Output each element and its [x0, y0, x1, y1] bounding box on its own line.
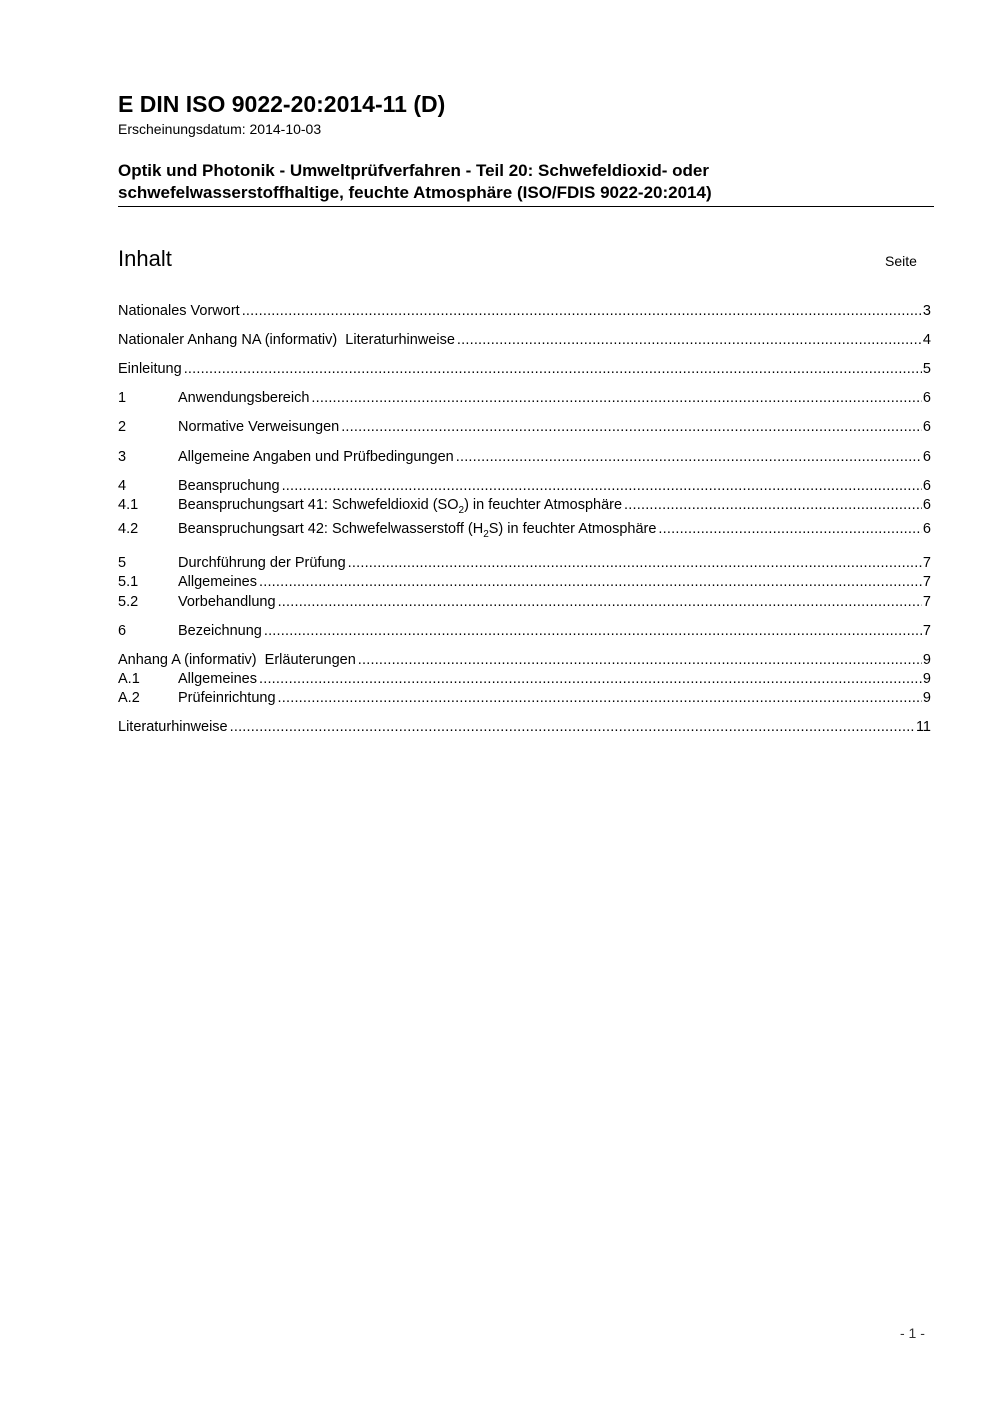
- toc-page-column-label: Seite: [885, 253, 917, 269]
- toc-entry-text: [178, 496, 622, 514]
- toc-dot-leader: [457, 331, 922, 349]
- toc-dot-leader: [264, 622, 922, 640]
- toc-entry-text: Durchführung der Prüfung: [178, 555, 346, 571]
- toc-entry-page: 7: [922, 594, 931, 610]
- toc-dot-leader: [259, 670, 922, 688]
- toc-entry-a-1[interactable]: [118, 670, 931, 688]
- toc-entry-page: 9: [922, 652, 931, 668]
- toc-entry-anhang-a[interactable]: [118, 651, 931, 669]
- toc-entry-page: 6: [922, 449, 931, 465]
- toc-entry-number: 4.1: [118, 497, 139, 513]
- toc-entry-page: 4: [922, 332, 931, 348]
- toc-entry-text-part: ) in feuchter Atmosphäre: [464, 497, 623, 513]
- toc-entry-6[interactable]: [118, 622, 931, 640]
- toc-dot-leader: [278, 593, 922, 611]
- toc-entry-text-part: Beanspruchungsart 41: Schwefeldioxid (SO: [178, 497, 459, 513]
- toc-dot-leader: [624, 496, 922, 514]
- toc-entry-page: 5: [922, 361, 931, 377]
- toc-entry-number: 5.1: [118, 574, 139, 590]
- toc-entry-number: 5: [118, 555, 127, 571]
- toc-entry-5-1[interactable]: [118, 573, 931, 591]
- toc-entry-text-part: S) in feuchter Atmosphäre: [488, 521, 657, 537]
- toc-entry-number: 4.2: [118, 521, 139, 537]
- toc-entry-text: Prüfeinrichtung: [178, 690, 276, 706]
- toc-dot-leader: [230, 718, 915, 736]
- toc-entry-5-2[interactable]: [118, 593, 931, 611]
- publication-date: Erscheinungsdatum: 2014-10-03: [118, 121, 322, 137]
- toc-entry-page: 9: [922, 671, 931, 687]
- toc-entry-text: Beanspruchung: [178, 478, 280, 494]
- toc-entry-3[interactable]: [118, 448, 931, 466]
- toc-entry-nationaler-anhang[interactable]: [118, 331, 931, 349]
- toc-dot-leader: [348, 554, 922, 572]
- toc-entry-text: [178, 520, 656, 538]
- toc-dot-leader: [278, 689, 922, 707]
- toc-entry-page: 11: [915, 719, 931, 735]
- toc-entry-number: A.1: [118, 671, 140, 687]
- toc-entry-4-1[interactable]: [118, 496, 931, 514]
- toc-entry-number: A.2: [118, 690, 140, 706]
- toc-entry-text: Allgemeine Angaben und Prüfbedingungen: [178, 449, 454, 465]
- toc-entry-number: 1: [118, 390, 127, 406]
- toc-entry-page: 6: [922, 497, 931, 513]
- toc-entry-literaturhinweise[interactable]: [118, 718, 931, 736]
- toc-entry-number: 2: [118, 419, 127, 435]
- toc-entry-text: Bezeichnung: [178, 623, 262, 639]
- toc-entry-text: Allgemeines: [178, 574, 257, 590]
- toc-entry-number: 4: [118, 478, 127, 494]
- subscript: 2: [458, 505, 465, 516]
- toc-entry-text: Einleitung: [118, 361, 182, 377]
- toc-entry-4-2[interactable]: [118, 520, 931, 538]
- toc-entry-text-part: Beanspruchungsart 42: Schwefelwasserstoff (H: [178, 521, 484, 537]
- toc-entry-text: Normative Verweisungen: [178, 419, 340, 435]
- toc-entry-nationales-vorwort[interactable]: [118, 302, 931, 320]
- toc-entry-text: Literaturhinweise: [118, 719, 228, 735]
- toc-entry-page: 6: [922, 521, 931, 537]
- toc-dot-leader: [358, 651, 922, 669]
- toc-entry-number: 3: [118, 449, 127, 465]
- document-subtitle: [118, 160, 934, 207]
- toc-entry-number: 6: [118, 623, 127, 639]
- toc-dot-leader: [184, 360, 922, 378]
- toc-entry-4[interactable]: [118, 477, 931, 495]
- toc-entry-page: 9: [922, 690, 931, 706]
- toc-entry-page: 6: [922, 478, 931, 494]
- footer-page-number: - 1 -: [900, 1325, 925, 1341]
- toc-entry-1[interactable]: [118, 389, 931, 407]
- toc-entry-2[interactable]: [118, 418, 931, 436]
- subtitle-line-1: Optik und Photonik - Umweltprüfverfahren - Teil 20: Schwefeldioxid- oder: [118, 161, 709, 180]
- toc-dot-leader: [456, 448, 922, 466]
- toc-entry-page: 3: [922, 303, 931, 319]
- toc-dot-leader: [341, 418, 922, 436]
- toc-entry-a-2[interactable]: [118, 689, 931, 707]
- toc-entry-5[interactable]: [118, 554, 931, 572]
- toc-entry-text: Nationales Vorwort: [118, 303, 240, 319]
- subscript: 2: [483, 529, 489, 540]
- toc-entry-text: Nationaler Anhang NA (informativ) Literaturhinweise: [118, 332, 455, 348]
- toc-dot-leader: [282, 477, 922, 495]
- toc-dot-leader: [259, 573, 922, 591]
- toc-entry-text: Anwendungsbereich: [178, 390, 310, 406]
- toc-entry-page: 7: [922, 574, 931, 590]
- subtitle-line-2: schwefelwasserstoffhaltige, feuchte Atmosphäre (ISO/FDIS 9022-20:2014): [118, 183, 712, 202]
- toc-entry-text: Vorbehandlung: [178, 594, 276, 610]
- toc-entry-text: Anhang A (informativ) Erläuterungen: [118, 652, 356, 668]
- toc-entry-page: 7: [922, 623, 931, 639]
- toc-dot-leader: [242, 302, 922, 320]
- toc-entry-page: 7: [922, 555, 931, 571]
- toc-heading: Inhalt: [118, 246, 172, 271]
- toc-entry-page: 6: [922, 419, 931, 435]
- toc-entry-page: 6: [922, 390, 931, 406]
- toc-dot-leader: [311, 389, 922, 407]
- toc-entry-number: 5.2: [118, 594, 139, 610]
- toc-entry-einleitung[interactable]: [118, 360, 931, 378]
- document-title: E DIN ISO 9022-20:2014-11 (D): [118, 91, 446, 117]
- toc-dot-leader: [658, 520, 922, 538]
- toc-entry-text: Allgemeines: [178, 671, 257, 687]
